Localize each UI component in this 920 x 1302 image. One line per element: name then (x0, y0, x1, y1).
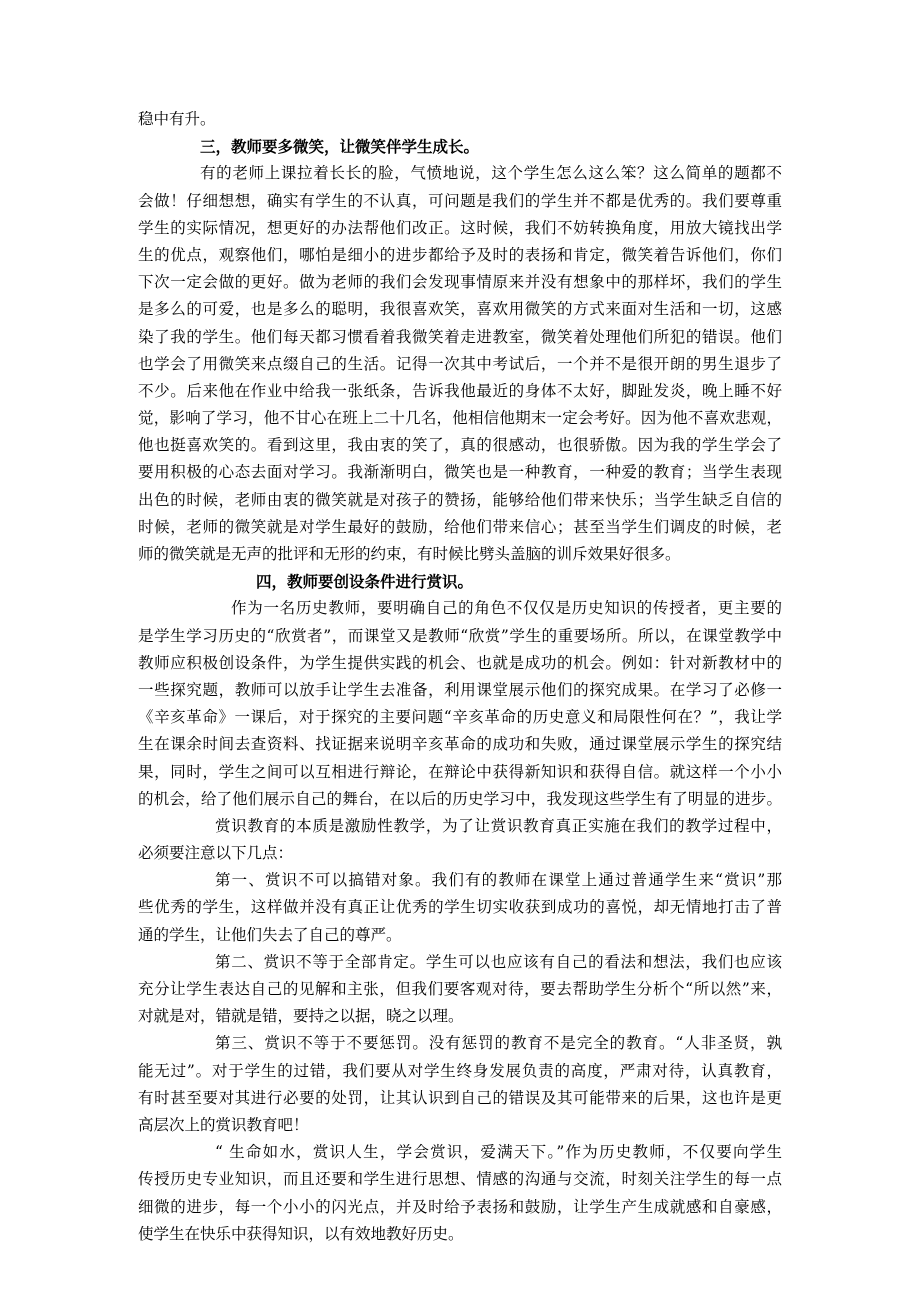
text-line: 也学会了用微笑来点缀自己的生活。记得一次其中考试后，一个并不是很开朗的男生退步了 (138, 354, 782, 373)
text-line: 师的微笑就是无声的批评和无形的约束，有时候比劈头盖脑的训斥效果好很多。 (138, 545, 681, 563)
text-line: 觉，影响了学习，他不甘心在班上二十几名，他相信他期末一定会考好。因为他不喜欢悲观， (138, 409, 782, 428)
text-line: 第一、赏识不可以搞错对象。我们有的教师在课堂上通过普通学生来“赏识”那 (215, 871, 782, 890)
text-line: 能无过”。对于学生的过错，我们要从对学生终身发展负责的高度，严肃对待，认真教育， (138, 1061, 782, 1080)
section-heading: 四，教师要创设条件进行赏识。 (256, 572, 474, 592)
text-line: 染了我的学生。他们每天都习惯看着我微笑着走进教室，微笑着处理他们所犯的错误。他们 (138, 327, 782, 346)
text-line: 要用积极的心态去面对学习。我渐渐明白，微笑也是一种教育，一种爱的教育；当学生表现 (138, 463, 782, 482)
text-line: 传授历史专业知识，而且还要和学生进行思想、情感的沟通与交流，时刻关注学生的每一点 (138, 1170, 782, 1189)
text-line: 有的老师上课拉着长长的脸，气愤地说，这个学生怎么这么笨？这么简单的题都不 (200, 164, 782, 183)
text-line: 《辛亥革命》一课后，对于探究的主要问题“辛亥革命的历史意义和局限性何在？”，我让学 (138, 708, 782, 727)
text-line: 教师应积极创设条件，为学生提供实践的机会、也就是成功的机会。例如：针对新教材中的 (138, 653, 782, 672)
text-line: 会做！仔细想想，确实有学生的不认真，可问题是我们的学生并不都是优秀的。我们要尊重 (138, 191, 782, 210)
text-line: 是学生学习历史的“欣赏者”，而课堂又是教师“欣赏”学生的重要场所。所以，在课堂教学中 (138, 626, 782, 645)
text-line: 有时甚至要对其进行必要的处罚，让其认识到自己的错误及其可能带来的后果，这也许是更 (138, 1088, 782, 1107)
text-line: 出色的时候，老师由衷的微笑就是对孩子的赞扬，能够给他们带来快乐；当学生缺乏自信的 (138, 490, 782, 509)
text-line: “ 生命如水，赏识人生，学会赏识，爱满天下。”作为历史教师，不仅要向学生 (215, 1143, 782, 1162)
document-body (138, 106, 782, 1248)
text-line: 通的学生，让他们失去了自己的尊严。 (138, 925, 402, 944)
text-line: 学生的实际情况，想更好的办法帮他们改正。这时候，我们不妨转换角度，用放大镜找出学 (138, 218, 782, 237)
text-line: 他也挺喜欢笑的。看到这里，我由衷的笑了，真的很感动，也很骄傲。因为我的学生学会了 (138, 436, 782, 455)
text-line: 是多么的可爱，也是多么的聪明，我很喜欢笑，喜欢用微笑的方式来面对生活和一切，这感 (138, 300, 782, 319)
text-line: 细微的进步，每一个小小的闪光点，并及时给予表扬和鼓励，让学生产生成就感和自豪感， (138, 1197, 782, 1216)
text-line: 作为一名历史教师，要明确自己的角色不仅仅是历史知识的传授者，更主要的 (231, 599, 782, 618)
text-line: 下次一定会做的更好。做为老师的我们会发现事情原来并没有想象中的那样坏，我们的学生 (138, 273, 782, 292)
text-line: 充分让学生表达自己的见解和主张，但我们要客观对待，要去帮助学生分析个“所以然”来， (138, 980, 782, 998)
text-line: 时候，老师的微笑就是对学生最好的鼓励，给他们带来信心；甚至当学生们调皮的时候，老 (138, 517, 782, 536)
text-line: 果，同时，学生之间可以互相进行辩论，在辩论中获得新知识和获得自信。就这样一个小小 (138, 762, 782, 781)
section-heading: 三，教师要多微笑，让微笑伴学生成长。 (200, 137, 480, 157)
text-line: 赏识教育的本质是激励性教学，为了让赏识教育真正实施在我们的教学过程中， (215, 816, 782, 835)
text-line: 生的优点，观察他们，哪怕是细小的进步都给予及时的表扬和肯定，微笑着告诉他们，你们 (138, 245, 782, 264)
text-line: 生在课余时间去查资料、找证据来说明辛亥革命的成功和失败，通过课堂展示学生的探究结 (138, 735, 782, 754)
text-line: 一些探究题，教师可以放手让学生去准备，利用课堂展示他们的探究成果。在学习了必修一 (138, 680, 782, 699)
text-line: 稳中有升。 (138, 110, 216, 128)
text-line: 使学生在快乐中获得知识，以有效地教好历史。 (138, 1224, 464, 1243)
text-line: 对就是对，错就是错，要持之以据，晓之以理。 (138, 1007, 464, 1026)
text-line: 不少。后来他在作业中给我一张纸条，告诉我他最近的身体不太好，脚趾发炎，晚上睡不好 (138, 381, 782, 400)
text-line: 些优秀的学生，这样做并没有真正让优秀的学生切实收获到成功的喜悦，却无情地打击了普 (138, 898, 782, 917)
text-line: 第三、赏识不等于不要惩罚。没有惩罚的教育不是完全的教育。“人非圣贤，孰 (215, 1034, 782, 1053)
text-line: 的机会，给了他们展示自己的舞台，在以后的历史学习中，我发现这些学生有了明显的进步。 (138, 789, 782, 808)
text-line: 必须要注意以下几点： (138, 844, 294, 863)
text-line: 高层次上的赏识教育吧！ (138, 1115, 309, 1134)
text-line: 第二、赏识不等于全部肯定。学生可以也应该有自己的看法和想法，我们也应该 (215, 952, 782, 971)
